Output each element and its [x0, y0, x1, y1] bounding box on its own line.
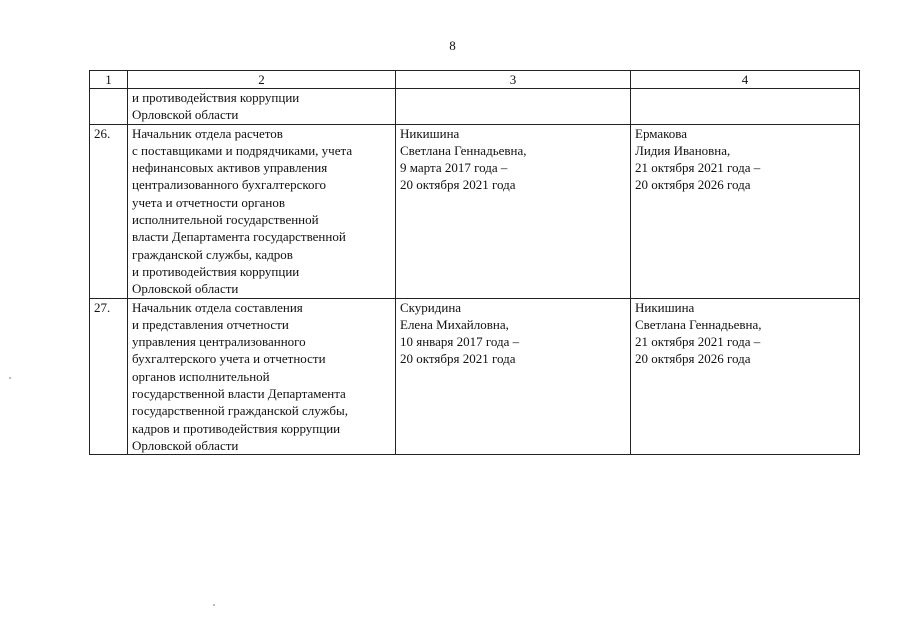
scan-speck — [213, 604, 215, 606]
cell-text-line: Орловской области — [132, 437, 239, 453]
cell-text-line: с поставщиками и подрядчиками, учета — [132, 142, 353, 158]
cell-text-line: Елена Михайловна, — [400, 316, 509, 332]
page-number: 8 — [449, 38, 456, 53]
cell-text-line: Лидия Ивановна, — [635, 142, 731, 158]
table-row — [90, 124, 860, 298]
cell-text-line: учета и отчетности органов — [132, 194, 286, 210]
cell-text-line: и представления отчетности — [132, 316, 289, 332]
current-holder-cell — [631, 298, 860, 455]
cell-text-line: Никишина — [635, 299, 695, 315]
previous-holder-cell — [396, 89, 631, 125]
cell-text-line: государственной гражданской службы, — [132, 403, 348, 419]
cell-text-line: централизованного бухгалтерского — [132, 177, 327, 193]
cell-text-line: и противодействия коррупции — [132, 90, 300, 105]
row-number-cell — [90, 89, 128, 125]
cell-text-line: и противодействия коррупции — [132, 263, 300, 279]
cell-text-line: бухгалтерского учета и отчетности — [132, 351, 326, 367]
cell-text-line: Начальник отдела расчетов — [132, 125, 283, 141]
cell-text-line: 21 октября 2021 года – — [635, 160, 761, 176]
cell-text-line: Светлана Геннадьевна, — [400, 142, 527, 158]
cell-text-line: Светлана Геннадьевна, — [635, 316, 762, 332]
cell-text-line: управления централизованного — [132, 334, 306, 350]
cell-text-line: Начальник отдела составления — [132, 299, 303, 315]
column-header-1: 1 — [90, 71, 128, 89]
cell-text-line: 9 марта 2017 года – — [400, 160, 508, 176]
cell-text-line: кадров и противодействия коррупции — [132, 420, 341, 436]
table-header-row — [90, 71, 860, 89]
column-header-3: 3 — [396, 71, 631, 89]
cell-text-line: Орловской области — [132, 107, 239, 123]
previous-holder-cell — [396, 124, 631, 298]
cell-text-line: 10 января 2017 года – — [400, 334, 520, 350]
cell-text-line: 20 октября 2021 года — [400, 351, 516, 367]
position-cell — [128, 298, 396, 455]
cell-text-line: власти Департамента государственной — [132, 229, 346, 245]
row-number-cell: 26. — [90, 124, 128, 298]
table-row — [90, 298, 860, 455]
cell-text-line: Орловской области — [132, 281, 239, 297]
column-header-2: 2 — [128, 71, 396, 89]
cell-text-line: Ермакова — [635, 125, 688, 141]
cell-text-line: 21 октября 2021 года – — [635, 334, 761, 350]
position-cell — [128, 89, 396, 125]
previous-holder-cell — [396, 298, 631, 455]
scan-speck — [9, 377, 11, 379]
current-holder-cell — [631, 89, 860, 125]
cell-text-line: 20 октября 2026 года — [635, 351, 751, 367]
row-number-cell: 27. — [90, 298, 128, 455]
position-cell — [128, 124, 396, 298]
cell-text-line: нефинансовых активов управления — [132, 160, 328, 176]
current-holder-cell — [631, 124, 860, 298]
cell-text-line: государственной власти Департамента — [132, 386, 346, 402]
appointments-table — [89, 70, 860, 455]
cell-text-line: 20 октября 2021 года — [400, 177, 516, 193]
cell-text-line: Скуридина — [400, 299, 462, 315]
cell-text-line: органов исполнительной — [132, 368, 270, 384]
table-row — [90, 89, 860, 125]
cell-text-line: гражданской службы, кадров — [132, 246, 293, 262]
column-header-4: 4 — [631, 71, 860, 89]
cell-text-line: исполнительной государственной — [132, 212, 319, 228]
table-body — [90, 89, 860, 455]
cell-text-line: 20 октября 2026 года — [635, 177, 751, 193]
cell-text-line: Никишина — [400, 125, 460, 141]
